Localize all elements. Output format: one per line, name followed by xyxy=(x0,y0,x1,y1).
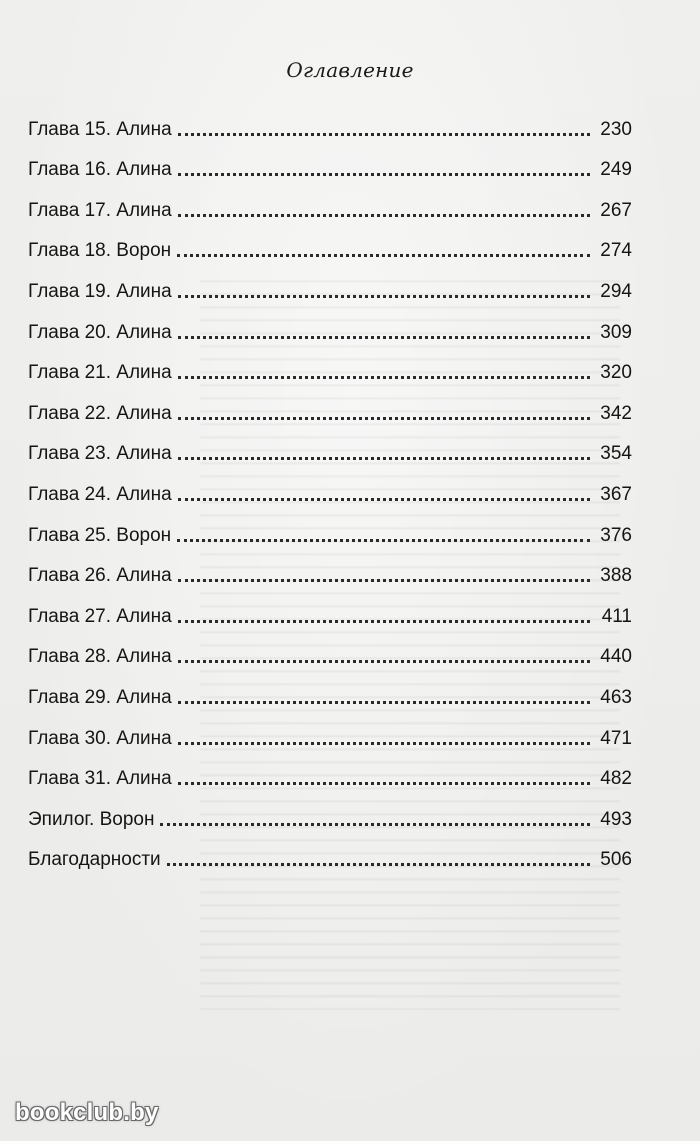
toc-entry-label: Глава 21. Алина xyxy=(28,362,172,384)
toc-entry-label: Эпилог. Ворон xyxy=(28,808,155,830)
toc-leader-dots xyxy=(178,620,590,623)
toc-entry xyxy=(28,342,632,383)
toc-entry xyxy=(28,788,632,829)
toc-entry-page: 463 xyxy=(600,686,632,708)
toc-entry-label: Глава 29. Алина xyxy=(28,686,172,708)
toc-entry xyxy=(28,98,632,139)
toc-entry-page: 376 xyxy=(600,524,632,546)
toc-leader-dots xyxy=(167,863,590,866)
toc-entry xyxy=(28,220,632,261)
toc-entry-page: 354 xyxy=(600,443,632,465)
toc-entry-page: 493 xyxy=(600,808,632,830)
toc-entry-label: Глава 20. Алина xyxy=(28,321,172,343)
toc-entry-label: Глава 30. Алина xyxy=(28,727,172,749)
toc-entry xyxy=(28,139,632,180)
toc-entry-label: Глава 31. Алина xyxy=(28,768,172,790)
toc-entry-page: 411 xyxy=(601,605,632,627)
toc-list xyxy=(28,98,632,869)
toc-entry xyxy=(28,666,632,707)
toc-entry xyxy=(28,829,632,870)
toc-leader-dots xyxy=(178,133,590,136)
toc-entry-label: Благодарности xyxy=(28,849,161,871)
toc-entry-label: Глава 25. Ворон xyxy=(28,524,172,546)
toc-leader-dots xyxy=(178,417,590,420)
toc-leader-dots xyxy=(178,660,590,663)
toc-leader-dots xyxy=(160,823,590,826)
toc-entry-label: Глава 27. Алина xyxy=(28,605,172,627)
toc-entry-page: 230 xyxy=(600,118,632,140)
toc-entry-page: 440 xyxy=(600,646,632,668)
toc-leader-dots xyxy=(178,214,590,217)
toc-entry-page: 506 xyxy=(600,849,632,871)
toc-entry-page: 249 xyxy=(600,159,632,181)
toc-leader-dots xyxy=(178,782,590,785)
toc-entry-page: 482 xyxy=(600,768,632,790)
toc-entry xyxy=(28,382,632,423)
toc-entry xyxy=(28,260,632,301)
toc-entry xyxy=(28,463,632,504)
toc-entry-label: Глава 18. Ворон xyxy=(28,240,172,262)
toc-entry-label: Глава 23. Алина xyxy=(28,443,172,465)
toc-entry-page: 309 xyxy=(600,321,632,343)
toc-entry-page: 342 xyxy=(600,402,632,424)
toc-entry-page: 267 xyxy=(600,199,632,221)
toc-leader-dots xyxy=(178,457,590,460)
toc-entry-label: Глава 15. Алина xyxy=(28,118,172,140)
toc-entry-label: Глава 26. Алина xyxy=(28,565,172,587)
toc-entry xyxy=(28,301,632,342)
toc-entry xyxy=(28,423,632,464)
toc-entry-label: Глава 19. Алина xyxy=(28,280,172,302)
toc-entry xyxy=(28,626,632,667)
toc-entry-page: 320 xyxy=(600,362,632,384)
toc-entry xyxy=(28,707,632,748)
toc-entry-label: Глава 24. Алина xyxy=(28,483,172,505)
toc-entry-page: 274 xyxy=(600,240,632,262)
toc-entry-label: Глава 22. Алина xyxy=(28,402,172,424)
toc-entry xyxy=(28,545,632,586)
toc-leader-dots xyxy=(178,498,590,501)
toc-entry-label: Глава 16. Алина xyxy=(28,159,172,181)
toc-leader-dots xyxy=(178,295,590,298)
watermark-logo: bookclub.by xyxy=(15,1099,159,1126)
toc-entry xyxy=(28,585,632,626)
toc-entry-page: 367 xyxy=(600,483,632,505)
toc-leader-dots xyxy=(178,376,590,379)
toc-entry-page: 388 xyxy=(600,565,632,587)
toc-entry xyxy=(28,504,632,545)
toc-entry-page: 471 xyxy=(600,727,632,749)
toc-leader-dots xyxy=(178,742,590,745)
toc-leader-dots xyxy=(177,254,590,257)
toc-leader-dots xyxy=(178,701,590,704)
table-of-contents-title: Оглавление xyxy=(286,58,414,82)
toc-leader-dots xyxy=(178,173,590,176)
toc-leader-dots xyxy=(177,539,590,542)
toc-entry xyxy=(28,748,632,789)
toc-entry-page: 294 xyxy=(600,280,632,302)
toc-entry-label: Глава 17. Алина xyxy=(28,199,172,221)
toc-leader-dots xyxy=(178,336,590,339)
toc-entry xyxy=(28,179,632,220)
toc-leader-dots xyxy=(178,579,590,582)
toc-entry-label: Глава 28. Алина xyxy=(28,646,172,668)
